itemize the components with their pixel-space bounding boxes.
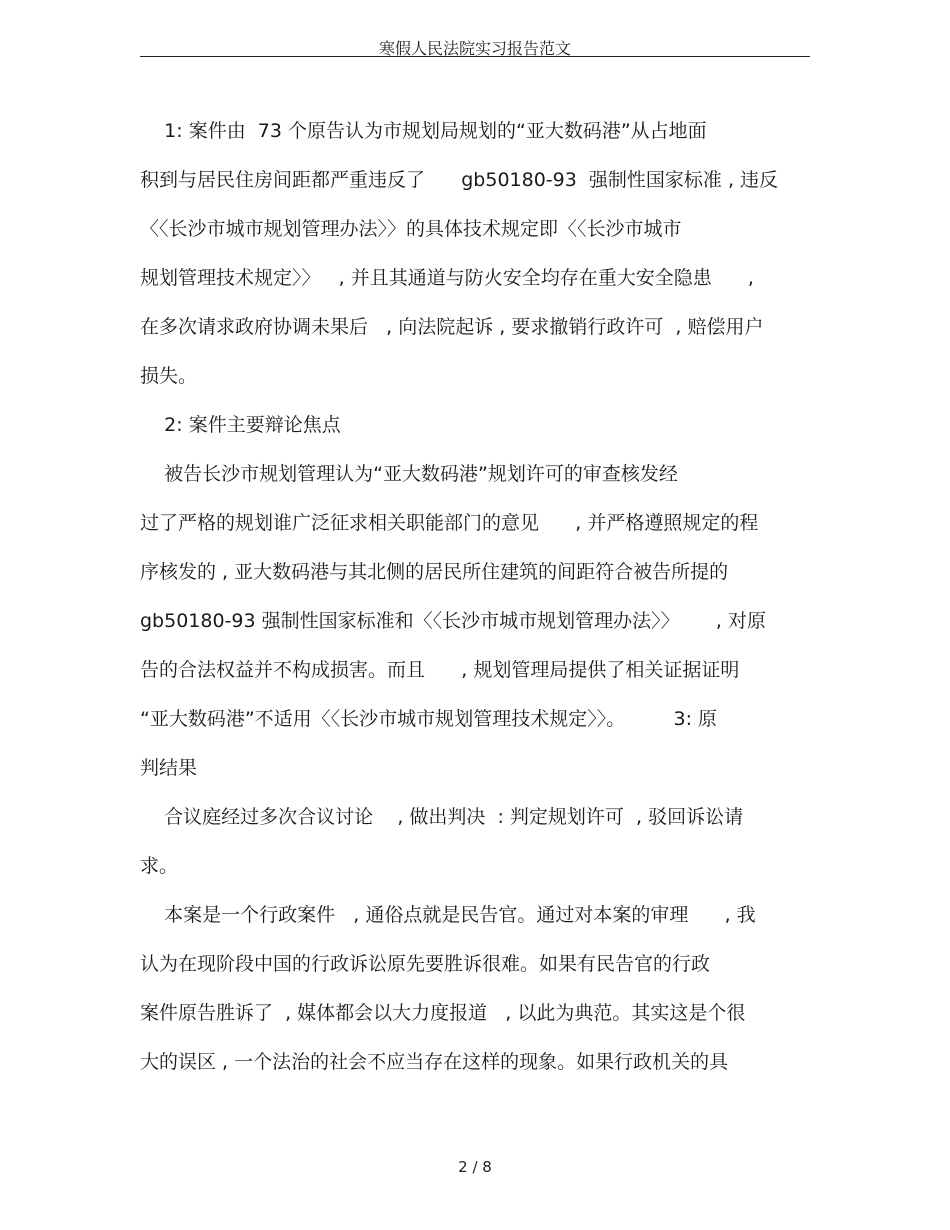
text-line: 认为在现阶段中国的行政诉讼原先要胜诉很难。如果有民告官的行政: [140, 953, 711, 975]
text-line: 规划管理技术规定〉〉 , 并且其通道与防火安全均存在重大安全隐患 ,: [140, 267, 754, 289]
text-line: 合议庭经过多次合议讨论 , 做出判决 : 判定规划许可 , 驳回诉讼请: [140, 806, 744, 828]
text-line: 积到与居民住房间距都严重违反了 gb50180-93 强制性国家标准 , 违反: [140, 169, 779, 191]
text-line: 1: 案件由 73 个原告认为市规划局规划的“亚大数码港”从占地面: [140, 120, 707, 142]
text-line: 告的合法权益并不构成损害。而且 , 规划管理局提供了相关证据证明: [140, 659, 740, 681]
text-line: 损失。: [140, 365, 198, 387]
text-line: gb50180-93 强制性国家标准和〈〈长沙市城市规划管理办法〉〉 , 对原: [140, 610, 766, 632]
text-line: 过了严格的规划谁广泛征求相关职能部门的意见 , 并严格遵照规定的程: [140, 512, 759, 534]
page-number: 2 / 8: [458, 1158, 492, 1176]
text-line: 案件原告胜诉了 , 媒体都会以大力度报道 , 以此为典范。其实这是个很: [140, 1002, 746, 1024]
text-line: “亚大数码港”不适用〈〈长沙市城市规划管理技术规定〉〉。 3: 原: [140, 708, 718, 730]
page-header-title: 寒假人民法院实习报告范文: [378, 39, 571, 58]
text-line: 被告长沙市规划管理认为“亚大数码港”规划许可的审查核发经: [140, 463, 678, 485]
text-line: 求。: [140, 855, 179, 877]
text-line: 大的误区 , 一个法治的社会不应当存在这样的现象。如果行政机关的具: [140, 1051, 729, 1073]
header-divider: [140, 56, 810, 57]
text-line: 2: 案件主要辩论焦点: [140, 414, 341, 436]
text-line: 〈〈长沙市城市规划管理办法〉〉的具体技术规定即〈〈长沙市城市: [140, 218, 682, 240]
text-line: 在多次请求政府协调未果后 , 向法院起诉 , 要求撤销行政许可 , 赔偿用户: [140, 316, 764, 338]
body-text: [140, 107, 810, 1087]
text-line: 判结果: [140, 757, 198, 779]
text-line: 本案是一个行政案件 , 通俗点就是民告官。通过对本案的审理 , 我: [140, 904, 756, 926]
text-line: 序核发的 , 亚大数码港与其北侧的居民所住建筑的间距符合被告所提的: [140, 561, 729, 583]
